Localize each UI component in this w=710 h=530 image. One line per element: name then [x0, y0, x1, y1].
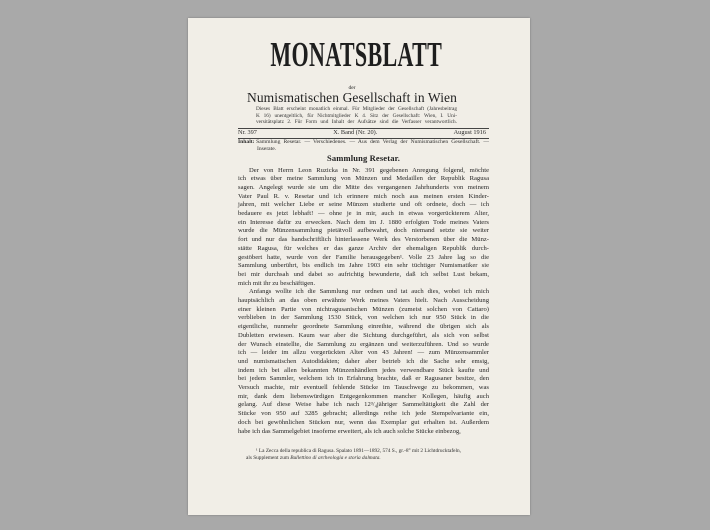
paragraph-line: Der von Herrn Leon Ruzicka in Nr. 391 gegebenen Anregung folgend, möchte [249, 166, 489, 174]
paragraph-line: Vater Paul R. v. Resetar und ich erinnere mich noch aus meinen ersten Kinder- [238, 192, 489, 200]
paragraph-line: bei mir durchsah und dabei so aufrichtig bewunderte, daß ich selbst Lust bekam, [238, 270, 489, 278]
issue-volume: X. Band (Nr. 20). [333, 129, 378, 136]
paragraph-line: fort und nur das handschriftlich hinterlassene Werk des Verstorbenen über die Münz- [238, 236, 489, 244]
publication-notice [256, 106, 457, 126]
contents-line: Inserate. [257, 145, 277, 152]
paragraph-line: indem ich bei allen bekannten Münzenhändlern jedes verwendbare Stück kaufte und [238, 366, 489, 374]
paragraph-line: mir, dank dem liebenswürdigen Entgegenkommen mancher Kollegen, häufig auch [238, 392, 489, 400]
issue-line [238, 129, 486, 136]
paragraph-line: bedauere es jetzt lebhaft! — ohne je in mir, auch in etwas vorgerückterem Alter, [238, 210, 489, 218]
issue-number: Nr. 397 [238, 129, 257, 136]
contents-text: Sammlung Resetar. — Verschiedenes. — Aus dem Verlag der Numismatischen Gesellschaft. — [256, 139, 489, 145]
article-body [238, 167, 489, 437]
contents-line [238, 139, 489, 146]
paragraph-line: bei jedem Sammler, welchem ich in Erfahrung brachte, daß er Ragusaner besitze, den [238, 375, 489, 383]
paragraph-line: gestöbert hatte, wurde von der Familie herausgegeben¹. Volle 23 Jahre lag so die [238, 253, 489, 261]
paragraph-line: mich mit ihr zu beschäftigen. [238, 279, 316, 287]
paragraph-line: stätte Ragusa, für welches er das ganze Archiv der ehemaligen Republik durch- [238, 244, 489, 252]
newsletter-page [188, 18, 530, 515]
paragraph-line: ich etwas über meine Sammlung von Münzen und Medaillen der Republik Ragusa [238, 175, 489, 183]
paragraph-line: einer kleinen Partie von nichtragusanischen Münzen (zumeist solchen von Cattaro) [238, 305, 489, 313]
notice-line: versitätsplatz 2. Für Form und Inhalt der Aufsätze sind die Verfasser verantwortlich. [256, 119, 457, 126]
notice-line: K 16) unentgeltlich, für Nichtmitglieder K 4. Sitz der Gesellschaft: Wien, I. Uni- [256, 112, 457, 119]
paragraph-line: hauptsächlich an das oben erwähnte Werk meines Vaters hielt. Nach Ausscheidung [238, 297, 489, 305]
footnote-lead: als Supplement zum [246, 454, 289, 461]
paragraph-line: der Wunsch einstellte, die Sammlung zu ergänzen und weiterzuführen. Und so wurde [238, 340, 489, 348]
footnote-line [246, 455, 478, 462]
paragraph-line: Sammlung unberührt, bis endlich im Jahre 1903 ein sehr tüchtiger Numismatiker sie [238, 262, 489, 270]
footnote-journal-title: Bullettino di archeologia e storia dalmata. [290, 454, 381, 461]
table-of-contents [238, 139, 489, 152]
paragraph-line: gelang. Auf diese Weise habe ich nach 12³/₄jähriger Sammeltätigkeit die Zahl der [238, 401, 489, 409]
paragraph-line: ich — leider im allzu vorgerückten Alter von 43 Jahren! — zum Münzensammler [238, 349, 489, 357]
footnote [246, 448, 478, 462]
paragraph-line: Versuch machte, mir eventuell fehlende Stücke im Tauschwege zu bekommen, was [238, 384, 489, 392]
masthead-title: MONATSBLATT [270, 35, 443, 74]
paragraph-line: Anfangs wollte ich die Sammlung nur ordnen und tat auch dies, wobei ich mich [249, 288, 489, 296]
paragraph-line: eigentliche, nunmehr geordnete Sammlung einreihte, während die übrigen sich als [238, 323, 489, 331]
paragraph-line: und numismatischen Autodidakten; daher aber betrieb ich die Sache sehr emsig, [238, 357, 489, 365]
paragraph-line: jahren, mit welcher Liebe er seine Münzen studierte und oft ordnete, doch — ich [238, 201, 489, 209]
paragraph-line: Stücke von 950 auf 3285 gebracht; allerdings reihe ich jede Stempelvariante ein, [238, 410, 489, 418]
masthead [220, 37, 484, 73]
contents-label: Inhalt: [238, 139, 255, 145]
masthead-subtitle: Numismatischen Gesellschaft in Wien [246, 90, 458, 105]
notice-line: Dieses Blatt erscheint monatlich einmal. Für Mitglieder der Gesellschaft (Jahresbeitrag [256, 106, 457, 112]
paragraph-line: wurde die Münzensammlung pietätvoll aufbewahrt, doch niemand setzte sie weiter [238, 227, 489, 235]
masthead-connector: der [348, 85, 356, 91]
issue-date: August 1916 [453, 129, 486, 136]
paragraph-line: verblieben in der Sammlung 1530 Stück, von welchen ich nur 950 Stück in die [238, 314, 489, 322]
paragraph-line: doch bei gewöhnlichen Stücken nur, wenn das Exemplar gut erhalten ist. Außerdem [238, 418, 489, 426]
article-heading: Sammlung Resetar. [326, 152, 401, 163]
paragraph-line: sagen. Angelegt wurde sie um die Mitte des vergangenen Jahrhunderts von meinem [238, 183, 489, 191]
footnote-line: ¹ La Zecca della republica di Ragusa. Spalato 1891—1892, 574 S., gr.-8° mit 2 Lichtdrucktafeln, [256, 447, 461, 454]
paragraph-line: habe ich das Sammelgebiet insoferne erweitert, als ich auch solche Stücke einbezog, [238, 427, 461, 435]
paragraph-line: Dubletten erwiesen. Kaum war aber die Sichtung durchgeführt, als sich von selbst [238, 331, 489, 339]
paragraph-line: ein Interesse dafür zu erwecken. Nach dem im J. 1880 erfolgten Tode meines Vaters [238, 218, 489, 226]
